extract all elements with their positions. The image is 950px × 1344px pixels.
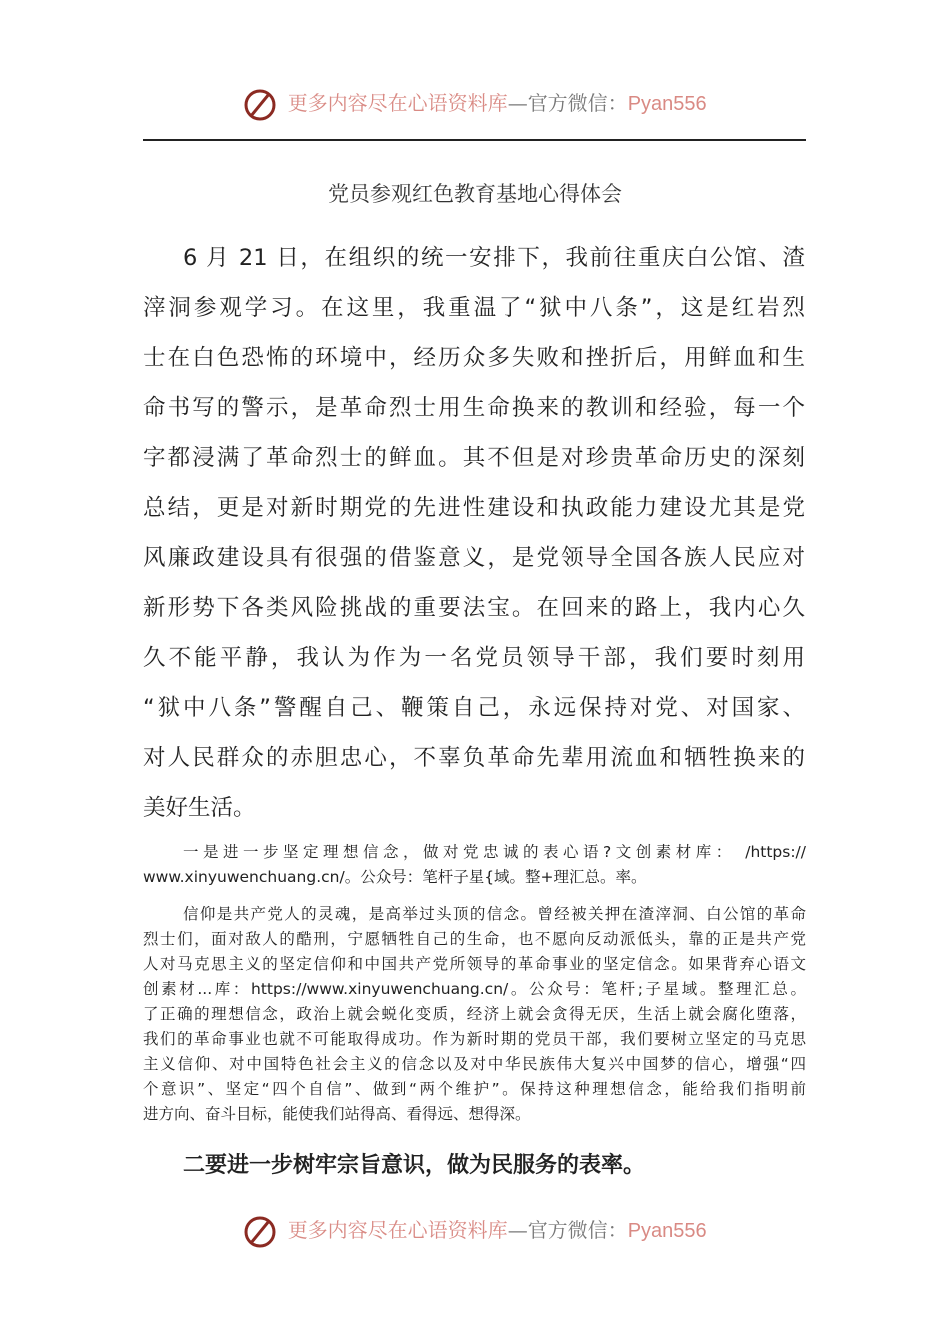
section-heading: 二要进一步树牢宗旨意识，做为民服务的表率。 xyxy=(183,1153,646,1178)
text-line: 信仰是共产党人的灵魂，是高举过头顶的信念。曾经被关押在渣滓洞、白公馆的革命 xyxy=(183,905,806,923)
header-watermark xyxy=(0,83,950,123)
text-line: 对人民群众的赤胆忠心，不辜负革命先辈用流血和牺牲换来的 xyxy=(143,745,805,771)
text-line: 新形势下各类风险挑战的重要法宝。在回来的路上，我内心久 xyxy=(143,595,805,621)
footer-text-2: —官方微信： xyxy=(507,1218,628,1242)
footer-text-1: 更多内容尽在心语资料库 xyxy=(287,1218,508,1242)
text-line: 6 月 21 日，在组织的统一安排下，我前往重庆白公馆、渣 xyxy=(183,245,805,271)
text-line: 滓洞参观学习。在这里，我重温了“狱中八条”，这是红岩烈 xyxy=(143,295,805,321)
paragraph-2 xyxy=(143,902,806,1127)
header-text-2: —官方微信： xyxy=(507,91,628,115)
text-line: 创素材...库：https://www.xinyuwenchuang.cn/。公众号：笔杆;子星域。整理汇总。 xyxy=(143,980,806,998)
text-line: 久不能平静，我认为作为一名党员领导干部，我们要时刻用 xyxy=(143,645,805,671)
text-line: 字都浸满了革命烈士的鲜血。其不但是对珍贵革命历史的深刻 xyxy=(143,445,805,471)
text-line: 进方向、奋斗目标，能使我们站得高、看得远、想得深。 xyxy=(143,1105,531,1123)
text-line: 我们的革命事业也就不可能取得成功。作为新时期的党员干部，我们要树立坚定的马克思 xyxy=(143,1030,806,1048)
text-line: 个意识”、坚定“四个自信”、做到“两个维护”。保持这种理想信念，能给我们指明前 xyxy=(143,1080,806,1098)
text-line: 总结，更是对新时期党的先进性建设和执政能力建设尤其是党 xyxy=(143,495,805,521)
text-line: www.xinyuwenchuang.cn/。公众号：笔杆子星{域。整+理汇总。率。 xyxy=(143,868,647,886)
text-line: 士在白色恐怖的环境中，经历众多失败和挫折后，用鲜血和生 xyxy=(143,345,805,371)
text-line: 风廉政建设具有很强的借鉴意义，是党领导全国各族人民应对 xyxy=(143,545,805,571)
text-line: 美好生活。 xyxy=(143,795,256,821)
text-line: “狱中八条”警醒自己、鞭策自己，永远保持对党、对国家、 xyxy=(143,695,805,721)
header-divider xyxy=(143,139,806,141)
header-wechat-id: Pyan556 xyxy=(627,93,707,115)
footer-wechat-id: Pyan556 xyxy=(627,1220,707,1242)
main-paragraph xyxy=(143,233,805,833)
paragraph-1 xyxy=(143,840,806,890)
text-line: 烈士们，面对敌人的酷刑，宁愿牺牲自己的生命，也不愿向反动派低头，靠的正是共产党 xyxy=(143,930,806,948)
document-title: 党员参观红色教育基地心得体会 xyxy=(328,182,622,206)
footer-watermark xyxy=(0,1210,950,1250)
text-line: 主义信仰、对中国特色社会主义的信念以及对中华民族伟大复兴中国梦的信心，增强“四 xyxy=(143,1055,806,1073)
header-text-1: 更多内容尽在心语资料库 xyxy=(287,91,508,115)
text-line: 了正确的理想信念，政治上就会蜕化变质，经济上就会贪得无厌，生活上就会腐化堕落， xyxy=(143,1005,806,1023)
quill-logo-icon xyxy=(243,88,277,122)
text-line: 一是进一步坚定理想信念，做对党忠诚的表心语?文创素材库： /https:// xyxy=(183,843,806,861)
text-line: 命书写的警示，是革命烈士用生命换来的教训和经验，每一个 xyxy=(143,395,805,421)
text-line: 人对马克思主义的坚定信仰和中国共产党所领导的革命事业的坚定信念。如果背弃心语文 xyxy=(143,955,806,973)
quill-logo-icon xyxy=(243,1215,277,1249)
